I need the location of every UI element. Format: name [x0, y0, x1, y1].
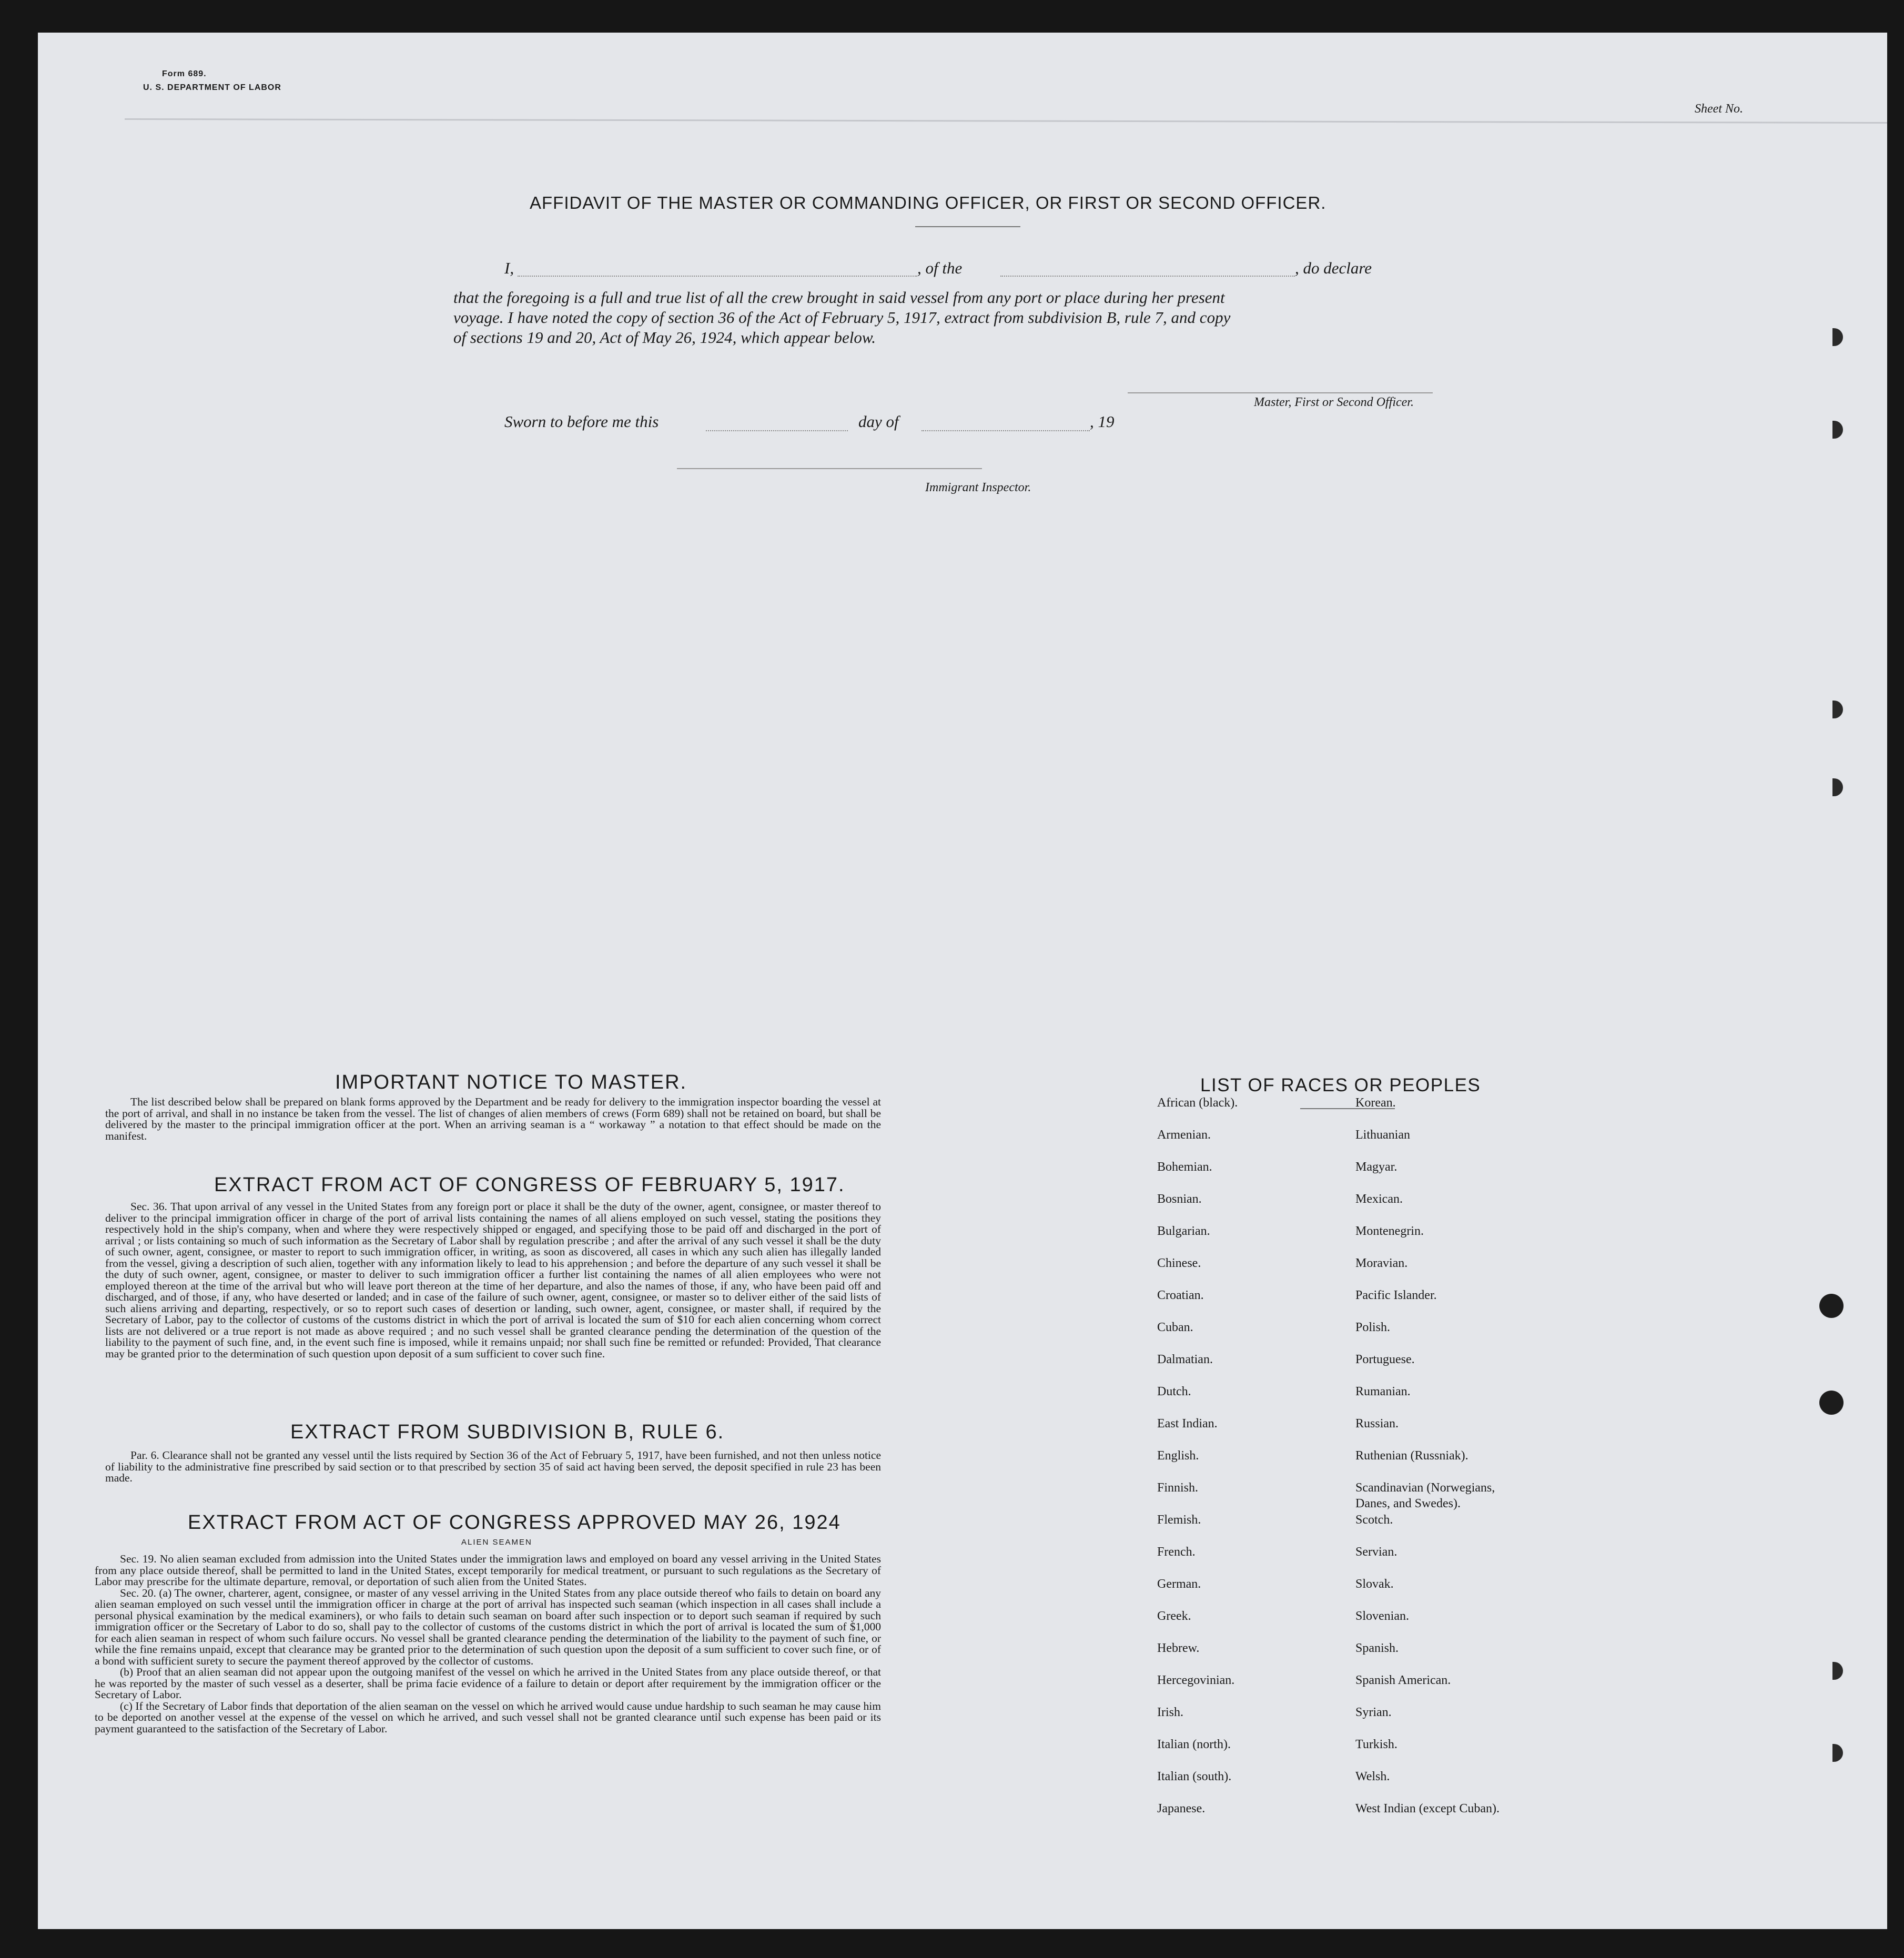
- form-sheet: [38, 33, 1887, 1929]
- sheet-number-label: Sheet No.: [1695, 102, 1743, 116]
- overlapping-sheet-edge: [125, 118, 1887, 124]
- sworn-prefix: Sworn to before me this: [504, 412, 659, 431]
- race-item: Syrian.: [1355, 1706, 1392, 1719]
- officer-name-field[interactable]: [518, 276, 917, 277]
- race-item: Cuban.: [1157, 1321, 1193, 1334]
- race-item: Italian (north).: [1157, 1738, 1231, 1751]
- race-item: Croatian.: [1157, 1289, 1204, 1302]
- extract-1917-title: EXTRACT FROM ACT OF CONGRESS OF FEBRUARY 5, 1917.: [214, 1174, 845, 1196]
- title-rule: [915, 226, 1020, 227]
- race-item: Portuguese.: [1355, 1353, 1415, 1366]
- extract-1924-body: [95, 1554, 881, 1734]
- race-item: African (black).: [1157, 1096, 1238, 1110]
- races-column-1: [1157, 1095, 1331, 1863]
- race-item: Lithuanian: [1355, 1128, 1410, 1142]
- race-item: Slovak.: [1355, 1577, 1394, 1591]
- affidavit-title: AFFIDAVIT OF THE MASTER OR COMMANDING OFFICER, OR FIRST OR SECOND OFFICER.: [530, 193, 1326, 212]
- race-item: Hebrew.: [1157, 1641, 1200, 1655]
- inspector-label: Immigrant Inspector.: [925, 481, 1031, 494]
- master-signature-label: Master, First or Second Officer.: [1254, 395, 1414, 409]
- race-item: Moravian.: [1355, 1256, 1408, 1270]
- race-item: Bohemian.: [1157, 1160, 1212, 1174]
- section-20a-text: Sec. 20. (a) The owner, charterer, agent, consignee, or master of any vessel arriving in the United States from any place outside thereof who fails to detain on board any alien seaman employed on such vessel until the immigration officer in charge at the port of arrival has inspected such seaman (which inspection in all cases shall include a personal physical examination by the medical examiners), or who fails to detain such seaman on board after such inspection or to deport such seaman if required by such immigration officer or the Secretary of Labor to do so, shall pay to the collector of customs of the customs district in which the port of arrival is located the sum of $1,000 for each alien seaman in respect of whom such failure occurs. No vessel shall be granted clearance pending the determination of the liability to the payment of such fine, or while the fine remains unpaid, except that clearance may be granted prior to the determination of such question upon the deposit of a sum sufficient to cover such fine, or of a bond with sufficient surety to secure the payment thereof approved by the collector of customs.: [95, 1586, 881, 1667]
- race-item: Turkish.: [1355, 1738, 1397, 1751]
- declaration-line-2: that the foregoing is a full and true list of all the crew brought in said vessel from any port or place during her present: [453, 288, 1225, 307]
- race-item: Chinese.: [1157, 1256, 1201, 1270]
- race-item: Dutch.: [1157, 1385, 1191, 1398]
- race-item: Mexican.: [1355, 1192, 1403, 1206]
- races-title: LIST OF RACES OR PEOPLES: [1200, 1075, 1481, 1095]
- declaration-of-the: , of the: [917, 259, 963, 277]
- binder-tab: [1832, 1744, 1843, 1762]
- race-item: East Indian.: [1157, 1417, 1218, 1431]
- race-item: West Indian (except Cuban).: [1355, 1802, 1500, 1815]
- binder-tab: [1832, 778, 1843, 796]
- sworn-day-of: day of: [858, 412, 899, 431]
- race-item: Bosnian.: [1157, 1192, 1202, 1206]
- vessel-name-field[interactable]: [1000, 276, 1295, 277]
- sworn-year: , 19: [1090, 412, 1115, 431]
- race-item: Ruthenian (Russniak).: [1355, 1449, 1468, 1463]
- race-item: Slovenian.: [1355, 1609, 1409, 1623]
- section-20b-text: (b) Proof that an alien seaman did not appear upon the outgoing manifest of the vessel on which he arrived in the United States from any place outside thereof, or that he was reported by the master of such vessel as a deserter, shall be prima facie evidence of a failure to detain or deport after requirement by the immigration officer or the Secretary of Labor.: [95, 1666, 881, 1701]
- binder-hole: [1819, 1391, 1844, 1415]
- race-item: Servian.: [1355, 1545, 1397, 1559]
- declaration-line-4: of sections 19 and 20, Act of May 26, 1924, which appear below.: [453, 328, 876, 347]
- race-item: Pacific Islander.: [1355, 1289, 1437, 1302]
- binder-tab: [1832, 421, 1843, 439]
- race-item: Korean.: [1355, 1096, 1396, 1110]
- race-item: Scandinavian (Norwegians, Danes, and Swedes).: [1355, 1481, 1495, 1510]
- race-item: Magyar.: [1355, 1160, 1397, 1174]
- race-item: English.: [1157, 1449, 1199, 1463]
- race-item: Montenegrin.: [1355, 1224, 1424, 1238]
- section-19-text: Sec. 19. No alien seaman excluded from admission into the United States under the immigration laws and employed on board any vessel arriving in the United States from any place outside thereof, shall be permitted to land in the United States, except temporarily for medical treatment, or pursuant to such regulations as the Secretary of Labor may prescribe for the ultimate departure, removal, or deportation of such alien from the United States.: [95, 1553, 881, 1588]
- binder-hole: [1819, 1294, 1844, 1318]
- form-number: Form 689.: [162, 69, 207, 78]
- declaration-line-3: voyage. I have noted the copy of section 36 of the Act of February 5, 1917, extract from subdivision B, rule 7, and copy: [453, 308, 1231, 327]
- race-item: Spanish.: [1355, 1641, 1399, 1655]
- race-item: Dalmatian.: [1157, 1353, 1213, 1366]
- race-item: Bulgarian.: [1157, 1224, 1210, 1238]
- race-item: Italian (south).: [1157, 1770, 1232, 1783]
- race-item: Welsh.: [1355, 1770, 1390, 1783]
- notice-title: IMPORTANT NOTICE TO MASTER.: [335, 1071, 687, 1093]
- race-item: Rumanian.: [1355, 1385, 1411, 1398]
- sworn-day-field[interactable]: [706, 430, 848, 431]
- notice-text: The list described below shall be prepared on blank forms approved by the Department and be ready for delivery to the immigration inspector boarding the vessel at the port of arrival, and shall in no instance be taken from the vessel. The list of changes of alien members of crews (Form 689) shall not be retained on board, but shall be delivered by the master to the principal immigration officer at the port. When an arriving seaman is a “ workaway ” a notation to that effect should be made on the manifest.: [105, 1095, 881, 1142]
- binder-tab: [1832, 701, 1843, 718]
- race-item: Spanish American.: [1355, 1673, 1451, 1687]
- race-item: Polish.: [1355, 1321, 1391, 1334]
- alien-seamen-subtitle: ALIEN SEAMEN: [461, 1538, 532, 1547]
- extract-rule6-title: EXTRACT FROM SUBDIVISION B, RULE 6.: [290, 1421, 725, 1443]
- sworn-month-field[interactable]: [921, 430, 1090, 431]
- extract-rule6-text: Par. 6. Clearance shall not be granted any vessel until the lists required by Section 36 of the Act of February 5, 1917, have been furnished, and not then unless notice of liability to the administrative fine prescribed by said section or to that prescribed by section 35 of said act having been served, the deposit specified in rule 23 has been made.: [105, 1449, 881, 1484]
- race-item: Flemish.: [1157, 1513, 1201, 1527]
- race-item: Hercegovinian.: [1157, 1673, 1235, 1687]
- binder-tab: [1832, 1662, 1843, 1680]
- race-item: Irish.: [1157, 1706, 1183, 1719]
- race-item: Armenian.: [1157, 1128, 1211, 1142]
- race-item: Japanese.: [1157, 1802, 1206, 1815]
- race-item: Scotch.: [1355, 1513, 1393, 1527]
- race-item: Finnish.: [1157, 1481, 1199, 1495]
- race-item: Greek.: [1157, 1609, 1191, 1623]
- race-item: French.: [1157, 1545, 1196, 1559]
- binder-tab: [1832, 328, 1843, 346]
- declaration-i: I,: [504, 259, 514, 277]
- declaration-do-declare: , do declare: [1295, 259, 1372, 277]
- master-signature-line[interactable]: [1128, 392, 1433, 393]
- race-item: Russian.: [1355, 1417, 1399, 1431]
- section-20c-text: (c) If the Secretary of Labor finds that deportation of the alien seaman on the vessel on which he arrived would cause undue hardship to such seaman he may cause him to be deported on another vessel at the expense of the vessel on which he arrived, and such vessel shall not be granted clearance until such expense has been paid or its payment guaranteed to the satisfaction of the Secretary of Labor.: [95, 1699, 881, 1735]
- race-item: German.: [1157, 1577, 1201, 1591]
- inspector-signature-line[interactable]: [677, 468, 982, 469]
- extract-1924-title: EXTRACT FROM ACT OF CONGRESS APPROVED MAY 26, 1924: [188, 1511, 841, 1534]
- extract-1917-text: Sec. 36. That upon arrival of any vessel in the United States from any foreign port or place it shall be the duty of the owner, agent, consignee, or master thereof to deliver to the principal immigration officer in charge of the port of arrival lists containing the names of all aliens employed on such vessel, stating the positions they respectively hold in the ship's company, when and where they were respectively shipped or engaged, and specifying those to be paid off and discharged in the port of arrival ; or lists containing so much of such information as the Secretary of Labor shall by regulation prescribe ; and after the arrival of any such vessel it shall be the duty of such owner, agent, consignee, or master to report to such immigration officer, in writing, as soon as discovered, all cases in which any such alien has illegally landed from the vessel, giving a description of such alien, together with any information likely to lead to his apprehension ; and before the departure of any such vessel it shall be the duty of such owner, agent, consignee, or master to deliver to such immigration officer a further list containing the names of all alien employees who were not employed thereon at the time of the arrival but who will leave port thereon at the time of her departure, and also the names of those, if any, who have been paid off and discharged, and of those, if any, who have deserted or landed; and in case of the failure of such owner, agent, consignee, or master so to deliver either of the said lists of such aliens arriving and departing, respectively, or so to report such cases of desertion or landing, such owner, agent, consignee, or master shall, if required by the Secretary of Labor, pay to the collector of customs of the customs district in which the port of arrival is located the sum of $10 for each alien concerning whom correct lists are not delivered or a true report is not made as above required ; and no such vessel shall be granted clearance pending the determination of the question of the liability to the payment of such fine, and, in the event such fine is imposed, while it remains unpaid; nor shall such fine be remitted or refunded: Provided, That clearance may be granted prior to the determination of such question upon deposit of a sum sufficient to cover such fine.: [105, 1200, 881, 1360]
- races-column-2: [1355, 1095, 1608, 1863]
- department-label: U. S. DEPARTMENT OF LABOR: [143, 83, 281, 92]
